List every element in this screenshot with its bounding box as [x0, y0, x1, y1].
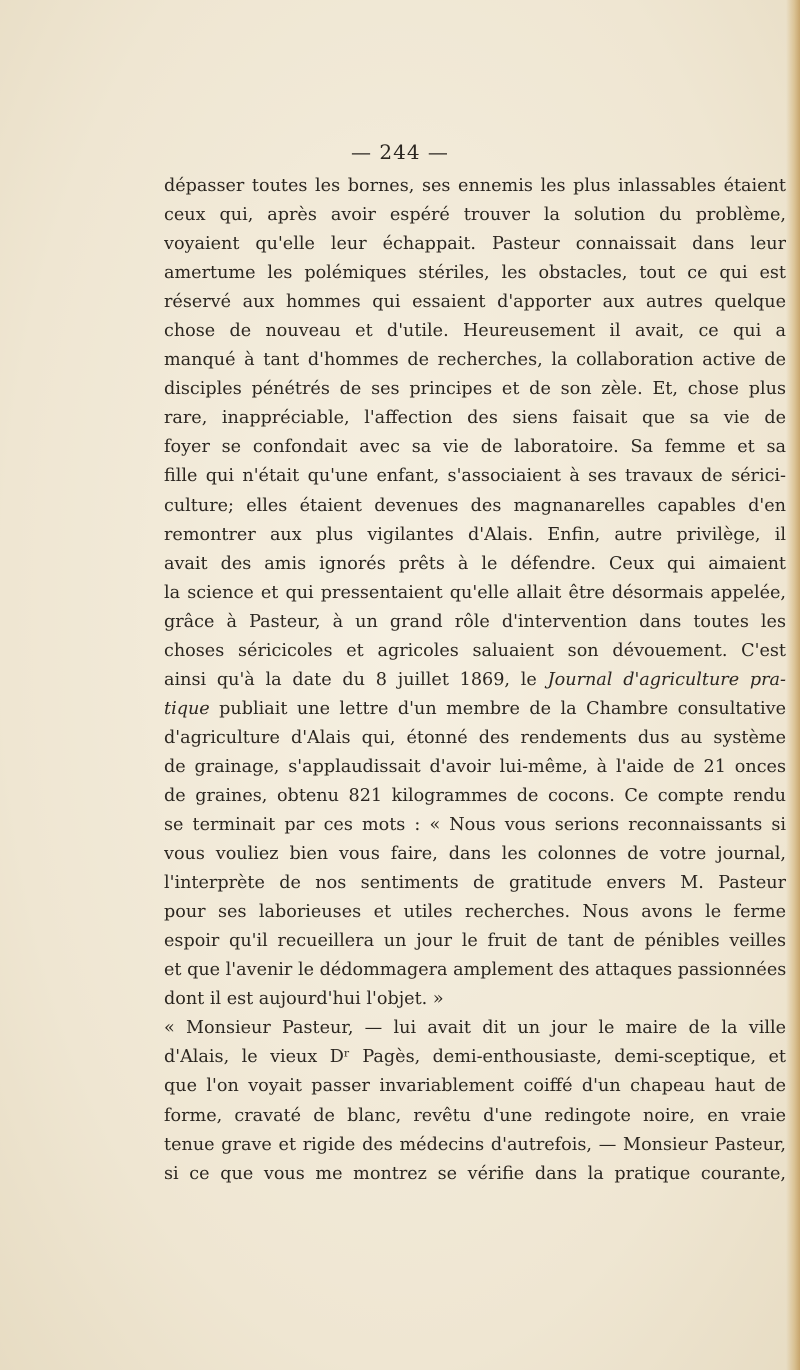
text-segment: disciples pénétrés de ses principes et de son zèle. Et, chose plus: [164, 379, 786, 400]
text-segment: réservé aux hommes qui essaient d'apporter aux autres quelque: [164, 292, 786, 313]
text-segment: se terminait par ces mots : « Nous vous serions reconnaissants si: [164, 815, 786, 836]
text-line: [164, 782, 786, 811]
text-segment: rare, inappréciable, l'affection des siens faisait que sa vie de: [164, 408, 786, 429]
text-segment: dépasser toutes les bornes, ses ennemis les plus inlassables étaient: [164, 176, 786, 196]
text-line: [164, 201, 786, 230]
text-line: [164, 492, 786, 521]
text-segment: de grainage, s'applaudissait d'avoir lui-même, à l'aide de 21 onces: [164, 756, 786, 777]
text-line: [164, 753, 786, 782]
text-segment: pour ses laborieuses et utiles recherches. Nous avons le ferme: [164, 902, 786, 923]
page-number: — 244 —: [351, 140, 449, 164]
text-segment: voyaient qu'elle leur échappait. Pasteur connaissait dans leur: [164, 234, 786, 255]
text-segment: vous vouliez bien vous faire, dans les colonnes de votre journal,: [164, 844, 786, 865]
text-line: [164, 724, 786, 753]
text-line: [164, 927, 786, 956]
text-segment: la science et qui pressentaient qu'elle allait être désormais appelée,: [164, 582, 786, 603]
body-text: [164, 172, 786, 1189]
text-line: [164, 637, 786, 666]
text-segment: espoir qu'il recueillera un jour le fruit de tant de pénibles veilles: [164, 931, 786, 952]
text-line: [164, 666, 786, 695]
text-segment: fille qui n'était qu'une enfant, s'associaient à ses travaux de sérici-: [164, 466, 786, 487]
text-line: [164, 433, 786, 462]
text-line: [164, 259, 786, 288]
text-line: [164, 956, 786, 985]
text-segment: dont il est aujourd'hui l'objet. »: [164, 989, 444, 1010]
text-segment: d'agriculture d'Alais qui, étonné des rendements dus au système: [164, 727, 786, 748]
text-segment: remontrer aux plus vigilantes d'Alais. Enfin, autre privilège, il: [164, 524, 786, 545]
text-segment: « Monsieur Pasteur, — lui avait dit un jour le maire de la ville: [164, 1018, 786, 1039]
text-line: [164, 172, 786, 201]
text-segment: de graines, obtenu 821 kilogrammes de cocons. Ce compte rendu: [164, 785, 786, 806]
text-line: [164, 317, 786, 346]
text-segment: que l'on voyait passer invariablement coiffé d'un chapeau haut de: [164, 1076, 786, 1097]
text-segment: avait des amis ignorés prêts à le défendre. Ceux qui aimaient: [164, 553, 786, 574]
text-segment: l'interprète de nos sentiments de gratitude envers M. Pasteur: [164, 873, 786, 894]
text-line: [164, 230, 786, 259]
text-line: [164, 550, 786, 579]
text-line: [164, 811, 786, 840]
text-line: [164, 869, 786, 898]
text-line: [164, 1043, 786, 1072]
text-line: [164, 695, 786, 724]
text-segment: foyer se confondait avec sa vie de laboratoire. Sa femme et sa: [164, 437, 786, 458]
text-line: [164, 346, 786, 375]
text-line: [164, 985, 786, 1014]
text-line: [164, 579, 786, 608]
text-segment: ceux qui, après avoir espéré trouver la solution du problème,: [164, 205, 786, 226]
text-line: [164, 898, 786, 927]
text-segment: choses séricicoles et agricoles saluaient son dévouement. C'est: [164, 640, 786, 661]
text-segment: forme, cravaté de blanc, revêtu d'une redingote noire, en vraie: [164, 1105, 786, 1126]
text-line: [164, 521, 786, 550]
italic-text: tique: [164, 698, 210, 719]
text-segment: chose de nouveau et d'utile. Heureusement il avait, ce qui a: [164, 321, 786, 342]
text-segment: publiait une lettre d'un membre de la Chambre consultative: [209, 698, 786, 719]
text-segment: d'Alais, le vieux Dʳ Pagès, demi-enthousiaste, demi-sceptique, et: [164, 1047, 786, 1068]
text-segment: amertume les polémiques stériles, les obstacles, tout ce qui est: [164, 263, 786, 284]
text-segment: manqué à tant d'hommes de recherches, la collaboration active de: [164, 350, 786, 371]
text-segment: grâce à Pasteur, à un grand rôle d'intervention dans toutes les: [164, 611, 786, 632]
page-edge-shadow: [786, 0, 800, 1370]
text-line: [164, 288, 786, 317]
text-line: [164, 1131, 786, 1160]
text-segment: et que l'avenir le dédommagera amplement des attaques passionnées: [164, 960, 786, 981]
text-line: [164, 462, 786, 491]
text-segment: culture; elles étaient devenues des magnanarelles capables d'en: [164, 495, 786, 516]
text-line: [164, 840, 786, 869]
text-line: [164, 1072, 786, 1101]
text-line: [164, 375, 786, 404]
text-segment: si ce que vous me montrez se vérifie dans la pratique courante,: [164, 1163, 786, 1184]
text-line: [164, 1102, 786, 1131]
text-line: [164, 1014, 786, 1043]
text-segment: ainsi qu'à la date du 8 juillet 1869, le: [164, 669, 548, 690]
text-line: [164, 404, 786, 433]
italic-text: Journal d'agriculture pra-: [547, 669, 786, 690]
text-line: [164, 1160, 786, 1189]
text-segment: tenue grave et rigide des médecins d'autrefois, — Monsieur Pasteur,: [164, 1134, 786, 1155]
text-line: [164, 608, 786, 637]
